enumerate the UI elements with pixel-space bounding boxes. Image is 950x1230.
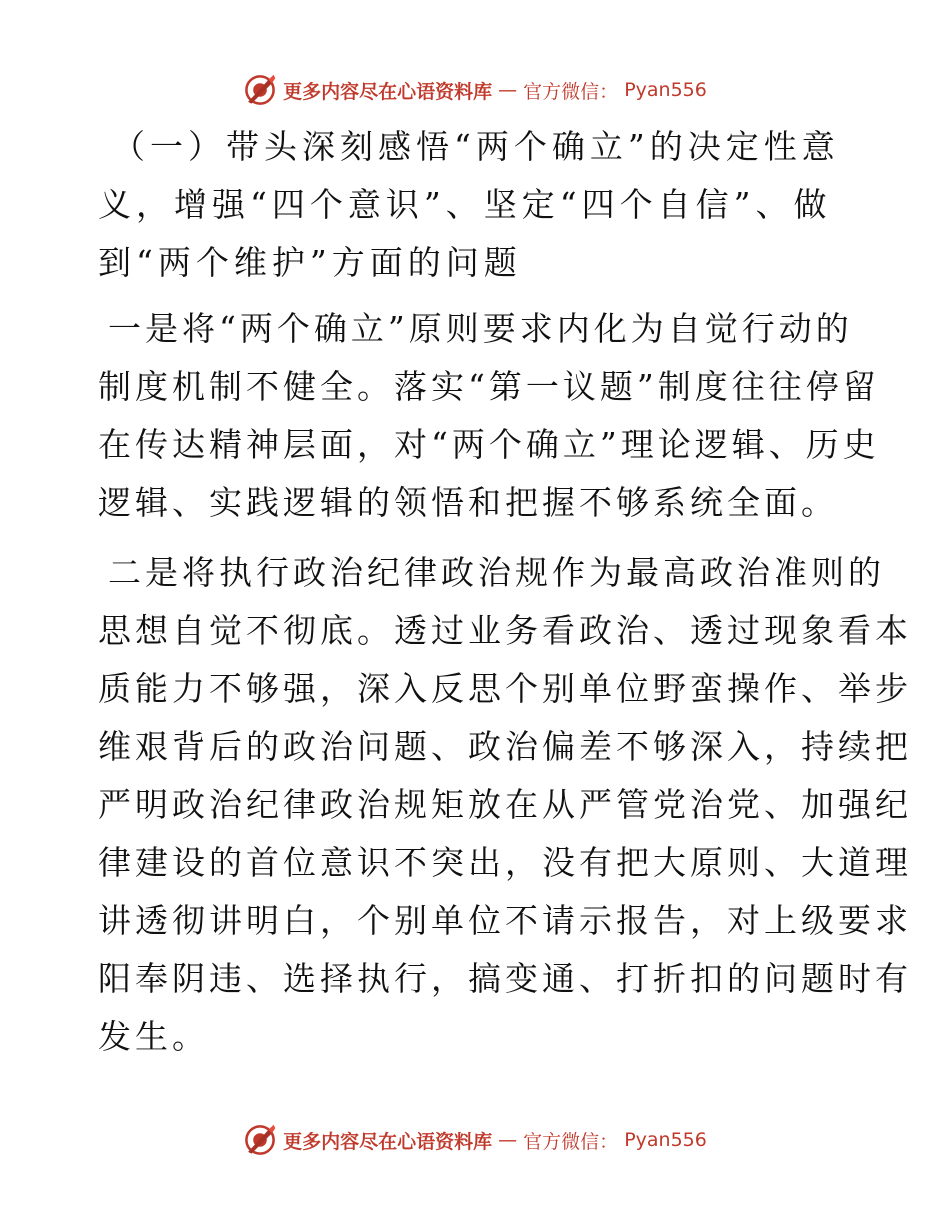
paragraph-line: 维艰背后的政治问题、政治偏差不够深入，持续把 — [98, 727, 912, 766]
paragraph-line: 逻辑、实践逻辑的领悟和把握不够系统全面。 — [98, 483, 838, 522]
banner-label: 官方微信： — [523, 80, 619, 103]
banner-separator: — — [498, 79, 518, 101]
header-watermark-banner — [0, 70, 950, 110]
paragraph-line: 发生。 — [98, 1017, 209, 1056]
banner-wechat-id: Pyan556 — [624, 79, 707, 101]
heading-line: 到“两个维护”方面的问题 — [98, 243, 522, 282]
banner-text: 更多内容尽在心语资料库 — [283, 80, 493, 103]
banner-wechat-id: Pyan556 — [624, 1129, 707, 1151]
banner-label: 官方微信： — [523, 1130, 619, 1153]
paragraph-line: 制度机制不健全。落实“第一议题”制度往往停留 — [98, 367, 880, 406]
quill-logo-icon — [243, 1123, 277, 1157]
banner-text: 更多内容尽在心语资料库 — [283, 1130, 493, 1153]
heading-line: （一）带头深刻感悟“两个确立”的决定性意 — [112, 127, 840, 166]
heading-line: 义，增强“四个意识”、坚定“四个自信”、做 — [98, 185, 832, 224]
paragraph-one — [98, 300, 880, 532]
paragraph-line: 在传达精神层面，对“两个确立”理论逻辑、历史 — [98, 425, 880, 464]
paragraph-line: 思想自觉不彻底。透过业务看政治、透过现象看本 — [98, 611, 912, 650]
paragraph-line: 律建设的首位意识不突出，没有把大原则、大道理 — [98, 843, 912, 882]
section-heading — [98, 118, 850, 292]
paragraph-line: 二是将执行政治纪律政治规作为最高政治准则的 — [108, 553, 885, 592]
paragraph-line: 质能力不够强，深入反思个别单位野蛮操作、举步 — [98, 669, 912, 708]
paragraph-line: 一是将“两个确立”原则要求内化为自觉行动的 — [108, 309, 853, 348]
footer-watermark-banner — [0, 1120, 950, 1160]
paragraph-line: 严明政治纪律政治规矩放在从严管党治党、加强纪 — [98, 785, 912, 824]
banner-separator: — — [498, 1129, 518, 1151]
paragraph-two — [98, 544, 912, 1066]
paragraph-line: 讲透彻讲明白，个别单位不请示报告，对上级要求 — [98, 901, 912, 940]
document-body — [98, 118, 912, 1078]
paragraph-line: 阳奉阴违、选择执行，搞变通、打折扣的问题时有 — [98, 959, 912, 998]
quill-logo-icon — [243, 73, 277, 107]
